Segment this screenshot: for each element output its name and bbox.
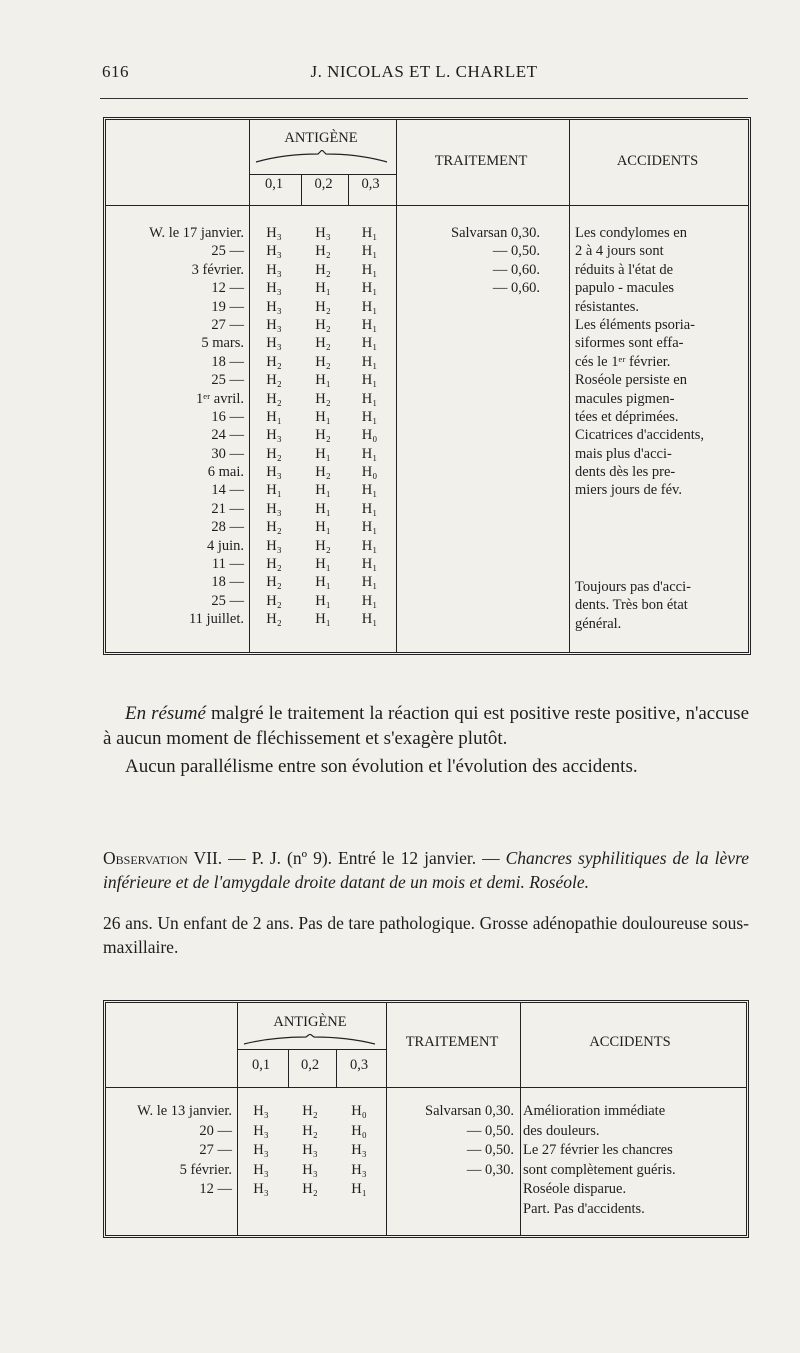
t1-accidents-top xyxy=(575,224,735,500)
t1-date-cell: 28 — xyxy=(211,519,244,536)
t1-date-cell: 27 — xyxy=(211,316,244,333)
t1-c02-cell: H₁ xyxy=(315,519,331,536)
t1-c01-cell: H₃ xyxy=(266,298,282,315)
t1-accident-line: mais plus d'acci- xyxy=(575,445,672,462)
t2-c03-column xyxy=(334,1102,384,1200)
t1-c03-cell: H₁ xyxy=(361,592,378,609)
t1-traitement-cell: — 0,60. xyxy=(492,261,540,278)
t2-header-traitement: TRAITEMENT xyxy=(405,1034,499,1050)
t1-accident-line: Les éléments psoria- xyxy=(575,316,695,333)
t2-accident-line: Le 27 février les chancres xyxy=(523,1142,673,1158)
t1-accident-line: siformes sont effa- xyxy=(575,335,684,352)
t1-c01-cell: H₃ xyxy=(266,316,282,333)
t1-header-c2: 0,2 xyxy=(314,176,333,192)
t1-c02-cell: H₂ xyxy=(315,316,331,333)
t1-header-traitement: TRAITEMENT xyxy=(434,153,528,169)
summary-paragraph xyxy=(103,702,749,780)
t1-c01-cell: H₃ xyxy=(266,537,282,554)
t2-accidents-column xyxy=(523,1102,737,1219)
t2-c02-cell: H₃ xyxy=(302,1161,318,1178)
t1-c03-cell: H₁ xyxy=(361,537,378,554)
t1-c01-cell: H₃ xyxy=(266,335,282,352)
t2-c03-cell: H₀ xyxy=(351,1122,367,1139)
t2-date-cell: 27 — xyxy=(199,1142,232,1158)
t1-traitement-cell: — 0,60. xyxy=(492,280,540,297)
t2-header-c2: 0,2 xyxy=(300,1057,320,1073)
t1-c02-cell: H₁ xyxy=(315,482,331,499)
t2-c01-cell: H₃ xyxy=(253,1181,269,1197)
t1-accident-line: miers jours de fév. xyxy=(575,482,682,499)
t1-c01-cell: H₃ xyxy=(266,225,282,241)
t1-c01-cell: H₃ xyxy=(266,243,282,260)
t1-accident-line: général. xyxy=(575,615,622,632)
t1-c03-cell: H₁ xyxy=(361,445,378,462)
running-title: J. NICOLAS ET L. CHARLET xyxy=(310,62,538,81)
t1-date-cell: 24 — xyxy=(211,427,244,444)
t1-c02-cell: H₁ xyxy=(315,445,331,462)
t1-c03-cell: H₁ xyxy=(361,298,378,315)
t1-c01-cell: H₂ xyxy=(266,519,282,536)
t1-date-cell: 14 — xyxy=(211,482,244,499)
t2-c02-cell: H₂ xyxy=(302,1103,318,1119)
t1-dates-column xyxy=(106,224,244,629)
t1-accident-line: réduits à l'état de xyxy=(575,261,674,278)
t1-date-cell: 18 — xyxy=(211,574,244,591)
t2-traitement-column xyxy=(390,1102,514,1180)
observation-paragraph xyxy=(103,846,749,959)
t1-accident-line: cés le 1ᵉʳ février. xyxy=(575,353,671,370)
t1-date-cell: 12 — xyxy=(211,280,244,297)
t1-c02-cell: H₂ xyxy=(315,537,331,554)
t1-c01-cell: H₃ xyxy=(266,427,282,444)
t1-c02-cell: H₁ xyxy=(315,280,331,297)
t2-c02-column xyxy=(286,1102,334,1200)
t1-traitement-cell: — 0,50. xyxy=(492,243,540,260)
t1-c01-cell: H₂ xyxy=(266,556,282,573)
t1-c02-cell: H₁ xyxy=(315,408,331,425)
t2-accident-line: Roséole disparue. xyxy=(523,1181,627,1197)
t1-c01-cell: H₂ xyxy=(266,445,282,462)
t2-c01-cell: H₃ xyxy=(253,1103,269,1119)
t1-c03-cell: H₀ xyxy=(361,427,378,444)
t1-c02-cell: H₁ xyxy=(315,574,331,591)
summary-text: malgré le traitement la réaction qui est positive reste positive, n'accuse à aucun moment de fléchissement et s'exagère plutôt. xyxy=(103,703,749,749)
t2-c01-cell: H₃ xyxy=(253,1142,269,1158)
t1-c03-cell: H₁ xyxy=(361,519,378,536)
t2-c03-cell: H₁ xyxy=(351,1181,367,1197)
t1-date-cell: 3 février. xyxy=(191,261,244,278)
t1-c01-cell: H₂ xyxy=(266,390,282,407)
t2-c01-column xyxy=(236,1102,286,1200)
t1-c03-cell: H₁ xyxy=(361,408,378,425)
t1-date-cell: 18 — xyxy=(211,353,244,370)
t1-c02-cell: H₁ xyxy=(315,592,331,609)
t1-c03-cell: H₁ xyxy=(361,372,378,389)
t2-date-cell: 12 — xyxy=(199,1181,232,1197)
t1-accident-line: 2 à 4 jours sont xyxy=(575,243,664,260)
t1-date-cell: 25 — xyxy=(211,243,244,260)
t2-date-cell: 5 février. xyxy=(179,1161,232,1178)
t1-c03-cell: H₁ xyxy=(361,574,378,591)
t2-header-antigene: ANTIGÈNE xyxy=(273,1014,347,1030)
t1-c01-cell: H₁ xyxy=(266,482,282,499)
t1-c03-column xyxy=(347,224,392,629)
t1-c03-cell: H₁ xyxy=(361,353,378,370)
t2-header-brace xyxy=(242,1034,377,1046)
page-header xyxy=(100,58,748,88)
t1-accident-line: macules pigmen- xyxy=(575,390,675,407)
observation-text: — P. J. (nº 9). Entré le 12 janvier. — xyxy=(222,848,506,868)
t1-c01-cell: H₃ xyxy=(266,500,282,517)
t1-c02-cell: H₂ xyxy=(315,261,331,278)
t1-c01-cell: H₁ xyxy=(266,408,282,425)
t1-c01-cell: H₃ xyxy=(266,280,282,297)
t1-c02-cell: H₂ xyxy=(315,427,331,444)
t1-c01-cell: H₃ xyxy=(266,261,282,278)
t1-c02-cell: H₂ xyxy=(315,464,331,481)
t2-c03-cell: H₃ xyxy=(351,1161,367,1178)
t1-c03-cell: H₁ xyxy=(361,390,378,407)
t1-c02-cell: H₁ xyxy=(315,556,331,573)
t1-c03-cell: H₁ xyxy=(361,261,378,278)
t2-c03-cell: H₃ xyxy=(351,1142,367,1158)
t2-c03-cell: H₀ xyxy=(351,1103,367,1119)
t1-c01-cell: H₂ xyxy=(266,592,282,609)
t2-c02-cell: H₃ xyxy=(302,1142,318,1158)
t2-c01-cell: H₃ xyxy=(253,1122,269,1139)
t1-accident-line: Toujours pas d'acci- xyxy=(575,579,691,595)
t1-accidents-bottom xyxy=(575,578,735,633)
observation-diagnosis: Chancres syphilitiques de la lèvre inférieure et de l'amygdale droite datant de un mois et demi. Roséole. xyxy=(103,848,749,892)
t1-date-cell: 4 juin. xyxy=(206,537,244,554)
t2-c02-cell: H₂ xyxy=(302,1122,318,1139)
t1-date-cell: 19 — xyxy=(211,298,244,315)
t1-date-cell: 16 — xyxy=(211,408,244,425)
t1-c01-cell: H₂ xyxy=(266,611,282,628)
t1-date-cell: 25 — xyxy=(211,592,244,609)
t1-c02-cell: H₂ xyxy=(315,353,331,370)
t1-date-cell: 25 — xyxy=(211,372,244,389)
t1-date-cell: 11 juillet. xyxy=(188,611,244,628)
t1-accident-line: Cicatrices d'accidents, xyxy=(575,427,705,444)
t1-c03-cell: H₁ xyxy=(361,482,378,499)
t1-header-c1: 0,1 xyxy=(264,176,284,192)
t1-date-cell: 30 — xyxy=(211,445,244,462)
t2-traitement-cell: Salvarsan 0,30. xyxy=(425,1103,514,1119)
parallel-statement: Aucun parallélisme entre son évolution et l'évolution des accidents. xyxy=(125,756,638,777)
t1-accident-line: résistantes. xyxy=(575,298,640,315)
t1-accident-line: Les condylomes en xyxy=(575,225,687,241)
t1-c02-cell: H₂ xyxy=(315,390,331,407)
t1-header-brace xyxy=(254,150,389,164)
t2-accident-line: sont complètement guéris. xyxy=(523,1161,676,1178)
t2-c02-cell: H₂ xyxy=(302,1181,318,1197)
t1-c01-cell: H₂ xyxy=(266,372,282,389)
t1-date-cell: 11 — xyxy=(211,556,244,573)
page-number: 616 xyxy=(102,62,129,81)
t2-c01-cell: H₃ xyxy=(253,1161,269,1178)
t1-c03-cell: H₁ xyxy=(361,225,378,241)
t1-c02-cell: H₂ xyxy=(315,298,331,315)
t1-accident-line: papulo - macules xyxy=(575,280,675,297)
t1-c01-column xyxy=(250,224,298,629)
t2-header-accidents: ACCIDENTS xyxy=(589,1034,671,1050)
t1-date-cell: 5 mars. xyxy=(201,335,244,352)
t1-date-cell: 6 mai. xyxy=(207,464,244,481)
header-rule xyxy=(100,98,748,99)
t1-c03-cell: H₁ xyxy=(361,500,378,517)
t2-accident-line: Amélioration immédiate xyxy=(523,1103,666,1119)
summary-intro: En résumé xyxy=(125,703,206,724)
t1-c02-cell: H₂ xyxy=(315,243,331,260)
t1-c01-cell: H₃ xyxy=(266,464,282,481)
t1-c03-cell: H₁ xyxy=(361,611,378,628)
t1-date-cell: W. le 17 janvier. xyxy=(149,225,244,241)
t2-traitement-cell: — 0,30. xyxy=(466,1161,514,1178)
t2-accident-line: Part. Pas d'accidents. xyxy=(523,1200,645,1217)
t2-dates-column xyxy=(104,1102,232,1200)
observation-label: Observation VII. xyxy=(103,848,223,868)
t1-c01-cell: H₂ xyxy=(266,574,282,591)
t1-c02-cell: H₁ xyxy=(315,611,331,628)
t1-c03-cell: H₀ xyxy=(361,464,378,481)
t1-date-cell: 1ᵉʳ avril. xyxy=(196,390,244,407)
t1-date-cell: 21 — xyxy=(211,500,244,517)
t2-date-cell: W. le 13 janvier. xyxy=(137,1103,232,1119)
t1-c01-cell: H₂ xyxy=(266,353,282,370)
t1-c02-cell: H₁ xyxy=(315,372,331,389)
t1-traitement-column xyxy=(420,224,540,298)
t2-traitement-cell: — 0,50. xyxy=(466,1142,514,1158)
t1-c02-cell: H₃ xyxy=(315,225,331,241)
t1-c02-cell: H₂ xyxy=(315,335,331,352)
t2-date-cell: 20 — xyxy=(199,1122,232,1139)
t1-c02-column xyxy=(300,224,346,629)
t1-c03-cell: H₁ xyxy=(361,280,378,297)
t1-accident-line: tées et déprimées. xyxy=(575,408,679,425)
t1-c03-cell: H₁ xyxy=(361,316,378,333)
observation-history: 26 ans. Un enfant de 2 ans. Pas de tare pathologique. Grosse adénopathie douloureuse sous-maxillaire. xyxy=(103,913,749,957)
t2-header-c1: 0,1 xyxy=(251,1057,271,1073)
t1-header-accidents: ACCIDENTS xyxy=(616,153,699,169)
t2-traitement-cell: — 0,50. xyxy=(466,1122,514,1139)
t1-c03-cell: H₁ xyxy=(361,335,378,352)
t1-c02-cell: H₁ xyxy=(315,500,331,517)
t1-accident-line: Roséole persiste en xyxy=(575,372,687,389)
t2-header-c3: 0,3 xyxy=(349,1057,369,1073)
t1-c03-cell: H₁ xyxy=(361,556,378,573)
t1-c03-cell: H₁ xyxy=(361,243,378,260)
t2-accident-line: des douleurs. xyxy=(523,1122,600,1139)
t1-accident-line: dents dès les pre- xyxy=(575,464,676,481)
t1-header-antigene: ANTIGÈNE xyxy=(284,130,358,146)
t1-header-c3: 0,3 xyxy=(361,176,380,192)
t1-traitement-cell: Salvarsan 0,30. xyxy=(451,225,540,241)
t1-accident-line: dents. Très bon état xyxy=(575,597,688,614)
